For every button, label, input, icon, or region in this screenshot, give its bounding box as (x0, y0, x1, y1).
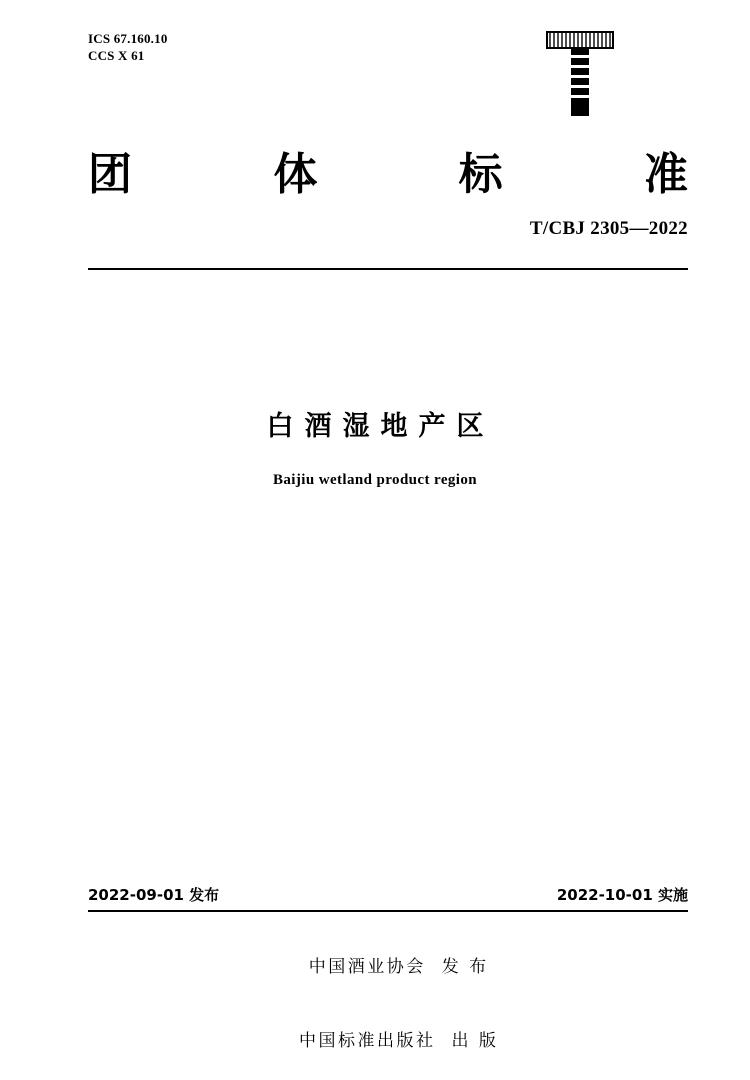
document-title-english: Baijiu wetland product region (273, 472, 477, 488)
title-char-2: 体 (273, 149, 318, 200)
footer-divider (88, 910, 688, 912)
publisher-line-2 (0, 1006, 750, 1071)
effective-date: 2022-10-01 实施 (556, 886, 688, 904)
t-letter-logo-icon (530, 28, 630, 118)
issue-date: 2022-09-01 发布 (88, 886, 220, 904)
document-title-chinese: 白酒湿地产区 (266, 411, 495, 442)
ics-code: ICS 67.160.10 (88, 31, 168, 46)
standard-number: T/CBJ 2305—2022 (529, 218, 688, 239)
publishing-action: 出 版 (451, 1031, 499, 1051)
title-char-3: 标 (458, 149, 503, 200)
issuing-action: 发 布 (441, 957, 489, 977)
dates-row (88, 884, 688, 905)
ccs-code: CCS X 61 (88, 48, 145, 63)
publisher-block (0, 932, 750, 1080)
publisher-line-1 (0, 932, 750, 997)
title-char-1: 团 (88, 149, 132, 200)
issuing-organization: 中国酒业协会 (308, 957, 426, 977)
page-title (88, 138, 688, 202)
publishing-house: 中国标准出版社 (299, 1031, 436, 1051)
header-divider (88, 268, 688, 270)
classification-block (88, 30, 168, 64)
title-char-4: 准 (643, 149, 688, 200)
